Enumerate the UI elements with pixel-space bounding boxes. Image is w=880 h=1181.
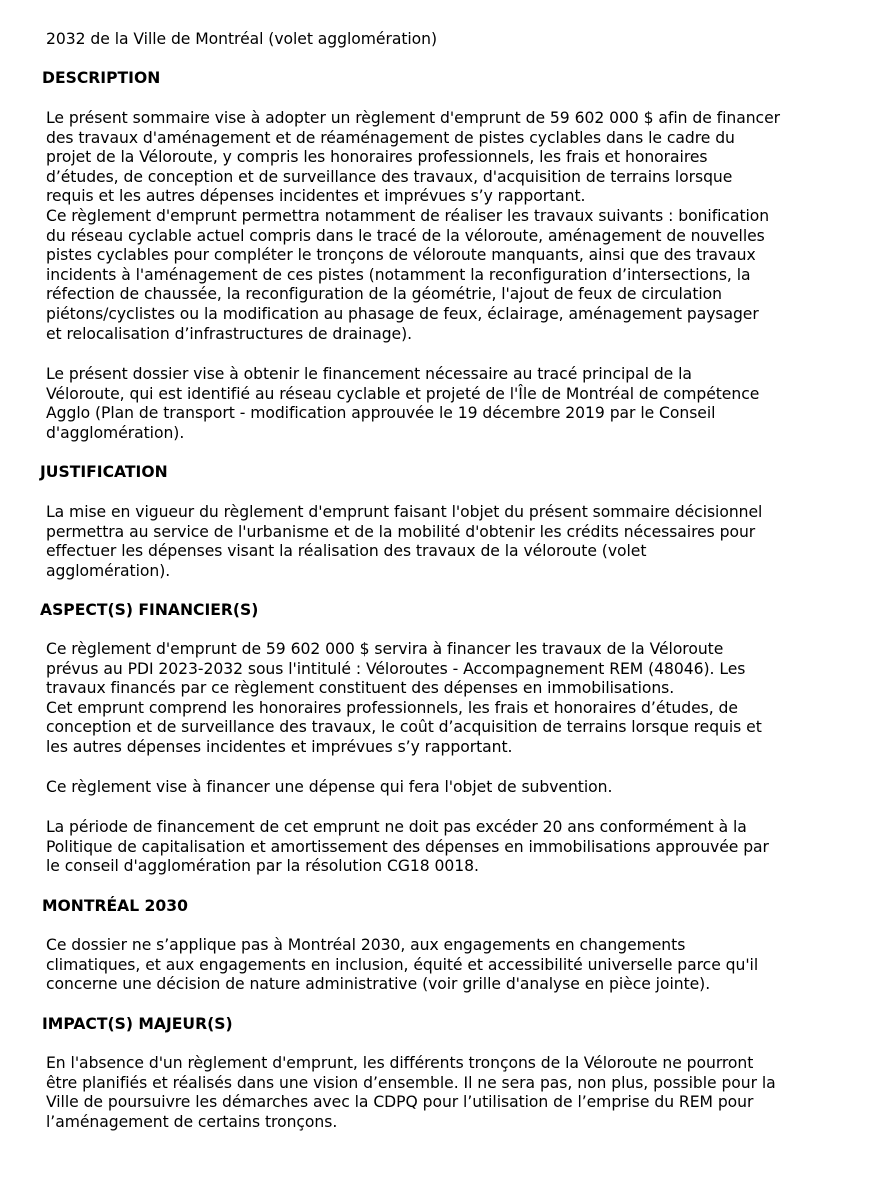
text-line: Le présent dossier vise à obtenir le financement nécessaire au tracé principal de la (46, 365, 692, 383)
text-line: Ce dossier ne s’applique pas à Montréal 2030, aux engagements en changements (46, 936, 686, 954)
text-line: conception et de surveillance des travaux, le coût d’acquisition de terrains lorsque requis et (46, 718, 762, 737)
text-line: être planifiés et réalisés dans une vision d’ensemble. Il ne sera pas, non plus, possible pour la (46, 1073, 776, 1092)
text-line: Ce règlement d'emprunt de 59 602 000 $ servira à financer les travaux de la Véloroute (46, 640, 724, 658)
text-line: travaux financés par ce règlement constituent des dépenses en immobilisations. (46, 679, 675, 698)
section-heading-description: DESCRIPTION (42, 69, 161, 87)
text-line: pistes cyclables pour compléter le tronçons de véloroute manquants, ainsi que des travaux (46, 246, 756, 265)
text-line: Ce règlement d'emprunt permettra notamment de réaliser les travaux suivants : bonification (46, 207, 770, 225)
text-line: Politique de capitalisation et amortissement des dépenses en immobilisations approuvée par (46, 837, 769, 856)
text-line: La mise en vigueur du règlement d'emprunt faisant l'objet du présent sommaire décisionnel (46, 503, 763, 521)
text-line: effectuer les dépenses visant la réalisation des travaux de la véloroute (volet (46, 542, 647, 561)
section-heading-impacts: IMPACT(S) MAJEUR(S) (42, 1015, 233, 1033)
text-line: Agglo (Plan de transport - modification approuvée le 19 décembre 2019 par le Conseil (46, 404, 716, 423)
text-line: réfection de chaussée, la reconfiguration de la géométrie, l'ajout de feux de circulation (46, 285, 723, 304)
text-line: Véloroute, qui est identifié au réseau cyclable et projeté de l'Île de Montréal de compétence (46, 384, 760, 403)
text-line: projet de la Véloroute, y compris les honoraires professionnels, les frais et honoraires (46, 148, 708, 167)
text-line: prévus au PDI 2023-2032 sous l'intitulé : Véloroutes - Accompagnement REM (48046). Les (46, 659, 746, 678)
intro-line: 2032 de la Ville de Montréal (volet agglomération) (46, 30, 438, 48)
text-line: concerne une décision de nature administrative (voir grille d'analyse en pièce jointe). (46, 975, 711, 994)
section-heading-justification: JUSTIFICATION (40, 463, 168, 481)
text-line: climatiques, et aux engagements en inclusion, équité et accessibilité universelle parce qu'il (46, 955, 759, 974)
section-heading-financier: ASPECT(S) FINANCIER(S) (40, 601, 259, 619)
text-line: requis et les autres dépenses incidentes et imprévues s’y rapportant. (46, 187, 586, 206)
text-line: agglomération). (46, 561, 171, 580)
text-line: et relocalisation d’infrastructures de drainage). (46, 324, 413, 343)
text-line: d'agglomération). (46, 423, 185, 442)
text-line: les autres dépenses incidentes et imprévues s’y rapportant. (46, 738, 513, 756)
text-line: d’études, de conception et de surveillance des travaux, d'acquisition de terrains lorsque (46, 167, 733, 186)
text-line: l’aménagement de certains tronçons. (46, 1112, 338, 1131)
text-line: permettra au service de l'urbanisme et de la mobilité d'obtenir les crédits nécessaires pour (46, 522, 756, 541)
text-line: La période de financement de cet emprunt ne doit pas excéder 20 ans conformément à la (46, 818, 747, 836)
text-line: Ville de poursuivre les démarches avec la CDPQ pour l’utilisation de l’emprise du REM pour (46, 1093, 754, 1112)
text-line: le conseil d'agglomération par la résolution CG18 0018. (46, 857, 479, 876)
text-line: piétons/cyclistes ou la modification au phasage de feux, éclairage, aménagement paysager (46, 305, 759, 323)
text-line: Ce règlement vise à financer une dépense qui fera l'objet de subvention. (46, 778, 613, 796)
text-line: En l'absence d'un règlement d'emprunt, les différents tronçons de la Véloroute ne pourront (46, 1054, 754, 1072)
text-line: du réseau cyclable actuel compris dans le tracé de la véloroute, aménagement de nouvelles (46, 226, 765, 245)
text-line: Le présent sommaire vise à adopter un règlement d'emprunt de 59 602 000 $ afin de financer (46, 109, 780, 127)
text-line: des travaux d'aménagement et de réaménagement de pistes cyclables dans le cadre du (46, 128, 735, 147)
text-line: Cet emprunt comprend les honoraires professionnels, les frais et honoraires d’études, de (46, 698, 738, 717)
text-line: incidents à l'aménagement de ces pistes (notamment la reconfiguration d’intersections, la (46, 265, 751, 284)
section-heading-montreal-2030: MONTRÉAL 2030 (42, 897, 188, 915)
